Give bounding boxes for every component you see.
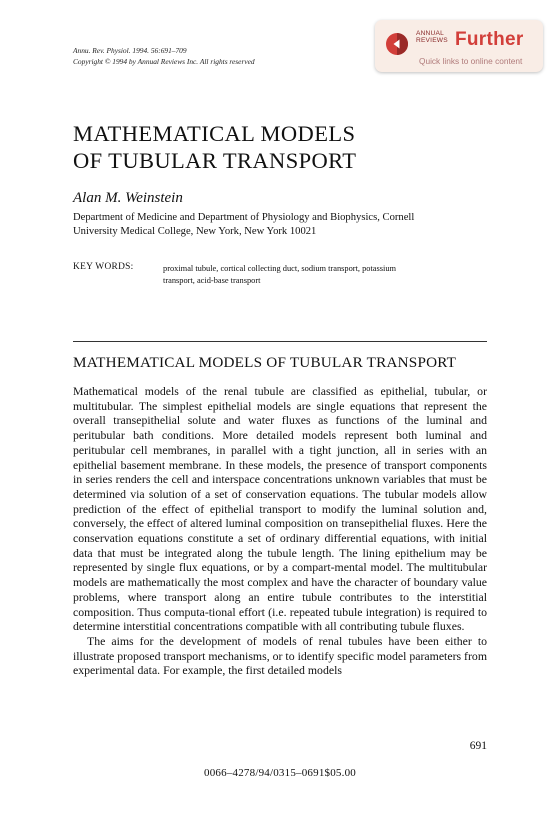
citation-line-2: Copyright © 1994 by Annual Reviews Inc. All rights reserved [73, 56, 255, 66]
keywords-label: KEY WORDS: [73, 262, 134, 272]
keywords-text [163, 263, 493, 286]
article-code: 0066–4278/94/0315–0691$05.00 [204, 767, 356, 779]
author-affiliation [73, 211, 414, 239]
further-subtitle: Quick links to online content [419, 56, 523, 66]
annual-label: ANNUAL [416, 30, 444, 37]
journal-citation [73, 46, 255, 67]
annual-reviews-label [416, 30, 448, 44]
keywords-line-2: transport, acid-base transport [163, 275, 261, 285]
further-wordmark: Further [455, 29, 524, 50]
article-title [73, 120, 356, 174]
arrow-left-icon [386, 33, 408, 55]
page-number: 691 [469, 740, 487, 752]
body-paragraph-2: The aims for the development of models of renal tubules have been either to illustrate proposed transport mechanisms, or to identify specific model parameters from experimental data. For example, the first detailed models [73, 633, 487, 678]
section-divider [73, 341, 487, 342]
affiliation-line-1: Department of Medicine and Department of Physiology and Biophysics, Cornell [73, 212, 415, 223]
citation-line-1: Annu. Rev. Physiol. 1994. 56:691–709 [73, 46, 187, 55]
author-name: Alan M. Weinstein [73, 190, 183, 206]
title-line-1: MATHEMATICAL MODELS [73, 121, 356, 146]
affiliation-line-2: University Medical College, New York, New York 10021 [73, 226, 317, 237]
body-paragraph-1: Mathematical models of the renal tubule are classified as epithelial, tubular, or multitubular. The simplest epithelial models are single equations that represent the overall transepithelial solute and water fluxes as functions of the luminal and peritubular bath conditions. More detailed models represent both luminal and peritubular cell membranes, in parallel with a tight junction, all in series with an epithelial basement membrane. In these models, the presence of transport components in series renders the cell and interspace concentrations unknown variables that must be determined via solution of a set of conservation equations. The tubular models allow prediction of the effect of epithelial transport to modify the luminal solution and, conversely, the effect of altered luminal composition on transepithelial fluxes. Here the conservation equations constitute a set of ordinary differential equations, with initial data that must be integrated along the tubule length. The lining epithelium may be represented by single flux equations, or by a compart-mental model. The multitubular models are mathematically the most complex and have the character of boundary value problems, where transport along an entire tubule contributes to the interstitial composition. Thus computa-tional effort (i.e. repeated tubule integration) is required to determine interstitial concentrations compatible with all contributing tubule fluxes. [73, 384, 487, 634]
further-banner[interactable] [375, 20, 543, 72]
reviews-label: REVIEWS [416, 37, 448, 45]
article-body [73, 384, 487, 678]
title-line-2: OF TUBULAR TRANSPORT [73, 148, 357, 173]
section-heading: MATHEMATICAL MODELS OF TUBULAR TRANSPORT [73, 354, 457, 371]
keywords-line-1: proximal tubule, cortical collecting duct, sodium transport, potassium [163, 264, 397, 273]
